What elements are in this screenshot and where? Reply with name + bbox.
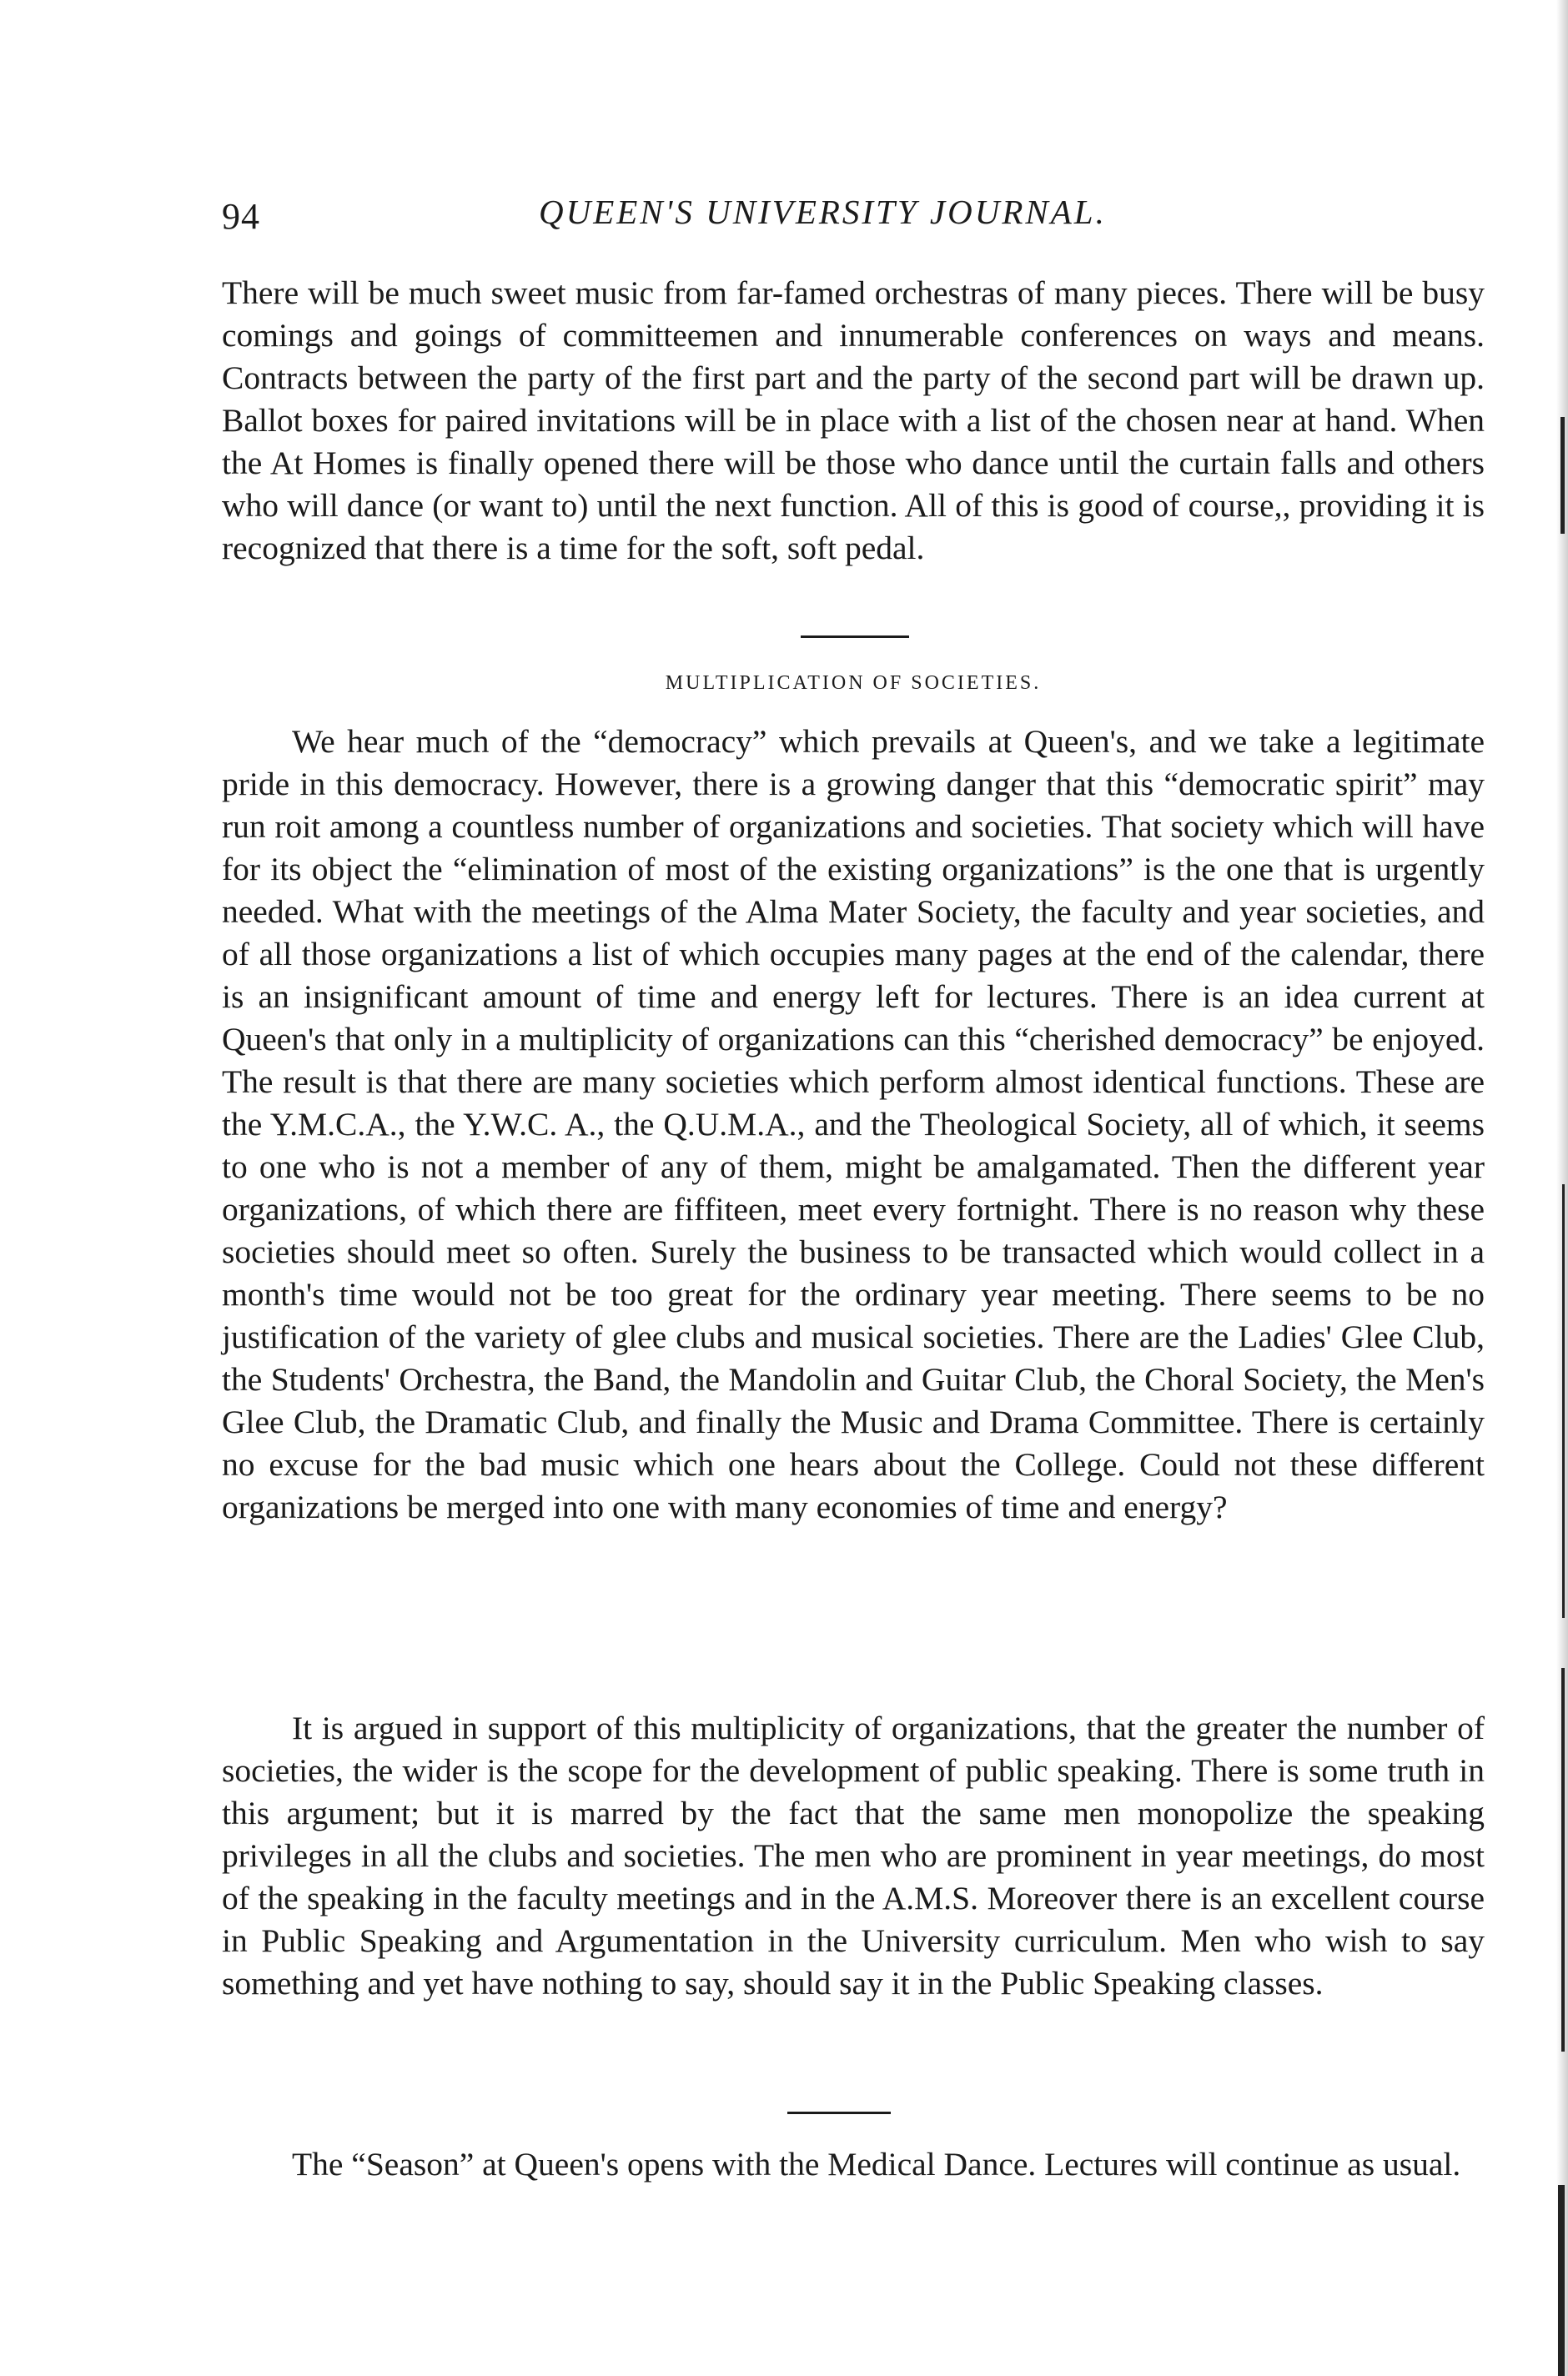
- binding-mark: [1558, 2185, 1565, 2376]
- section-divider: [801, 635, 909, 638]
- closing-paragraph: The “Season” at Queen's opens with the Medical Dance. Lectures will continue as usual.: [292, 2146, 1461, 2183]
- binding-mark: [1560, 417, 1565, 534]
- intro-paragraph: There will be much sweet music from far-famed orchestras of many pieces. There will be busy comings and goings of committeemen and innumerable conferences on ways and means. Contracts between the party of the first part and the party of the second part will be drawn up. Ballot boxes for paired invitations will be in place with a list of the chosen near at hand. When the At Homes is finally opened there will be those who dance until the curtain falls and others who will dance (or want to) until the next function. All of this is good of course,, providing it is recognized that there is a time for the soft, soft pedal.: [222, 274, 1485, 566]
- section-paragraph-1: We hear much of the “democracy” which prevails at Queen's, and we take a legitimate pride in this democracy. However, there is a growing danger that this “democratic spirit” may run roit among a countless number of organizations and societies. That society which will have for its object the “elimination of most of the existing organizations” is the one that is urgently needed. What with the meetings of the Alma Mater Society, the faculty and year societies, and of all those organizations a list of which occupies many pages at the end of the calendar, there is an insignificant amount of time and energy left for lectures. There is an idea current at Queen's that only in a multiplicity of organizations can this “cherished democracy” be enjoyed. The result is that there are many societies which perform almost identical functions. These are the Y.M.C.A., the Y.W.C. A., the Q.U.M.A., and the Theological Society, all of which, it seems to one who is not a member of any of them, might be amalgamated. Then the different year organizations, of which there are fiffiteen, meet every fortnight. There is no reason why these societies should meet so often. Surely the business to be transacted which would collect in a month's time would not be too great for the ordinary year meeting. There seems to be no justification of the variety of glee clubs and musical societies. There are the Ladies' Glee Club, the Students' Orchestra, the Band, the Mandolin and Guitar Club, the Choral Society, the Men's Glee Club, the Dramatic Club, and finally the Music and Drama Committee. There is certainly no excuse for the bad music which one hears about the College. Could not these different organizations be merged into one with many economies of time and energy?: [222, 723, 1485, 1525]
- journal-title: QUEEN'S UNIVERSITY JOURNAL.: [539, 193, 1107, 231]
- binding-mark: [1562, 1184, 1565, 1618]
- section-divider: [787, 2112, 891, 2114]
- page-header: [222, 190, 1490, 249]
- section-paragraph-2: It is argued in support of this multiplicity of organizations, that the greater the number of societies, the wider is the scope for the development of public speaking. There is some truth in this argument; but it is marred by the fact that the same men monopolize the speaking privileges in all the clubs and societies. The men who are prominent in year meetings, do most of the speaking in the faculty meetings and in the A.M.S. Moreover there is an excellent course in Public Speaking and Argumentation in the University curriculum. Men who wish to say something and yet have nothing to say, should say it in the Public Speaking classes.: [222, 1710, 1485, 2002]
- binding-mark: [1561, 1668, 1565, 2052]
- page-number: 94: [222, 196, 260, 237]
- section-heading: MULTIPLICATION OF SOCIETIES.: [665, 672, 1042, 694]
